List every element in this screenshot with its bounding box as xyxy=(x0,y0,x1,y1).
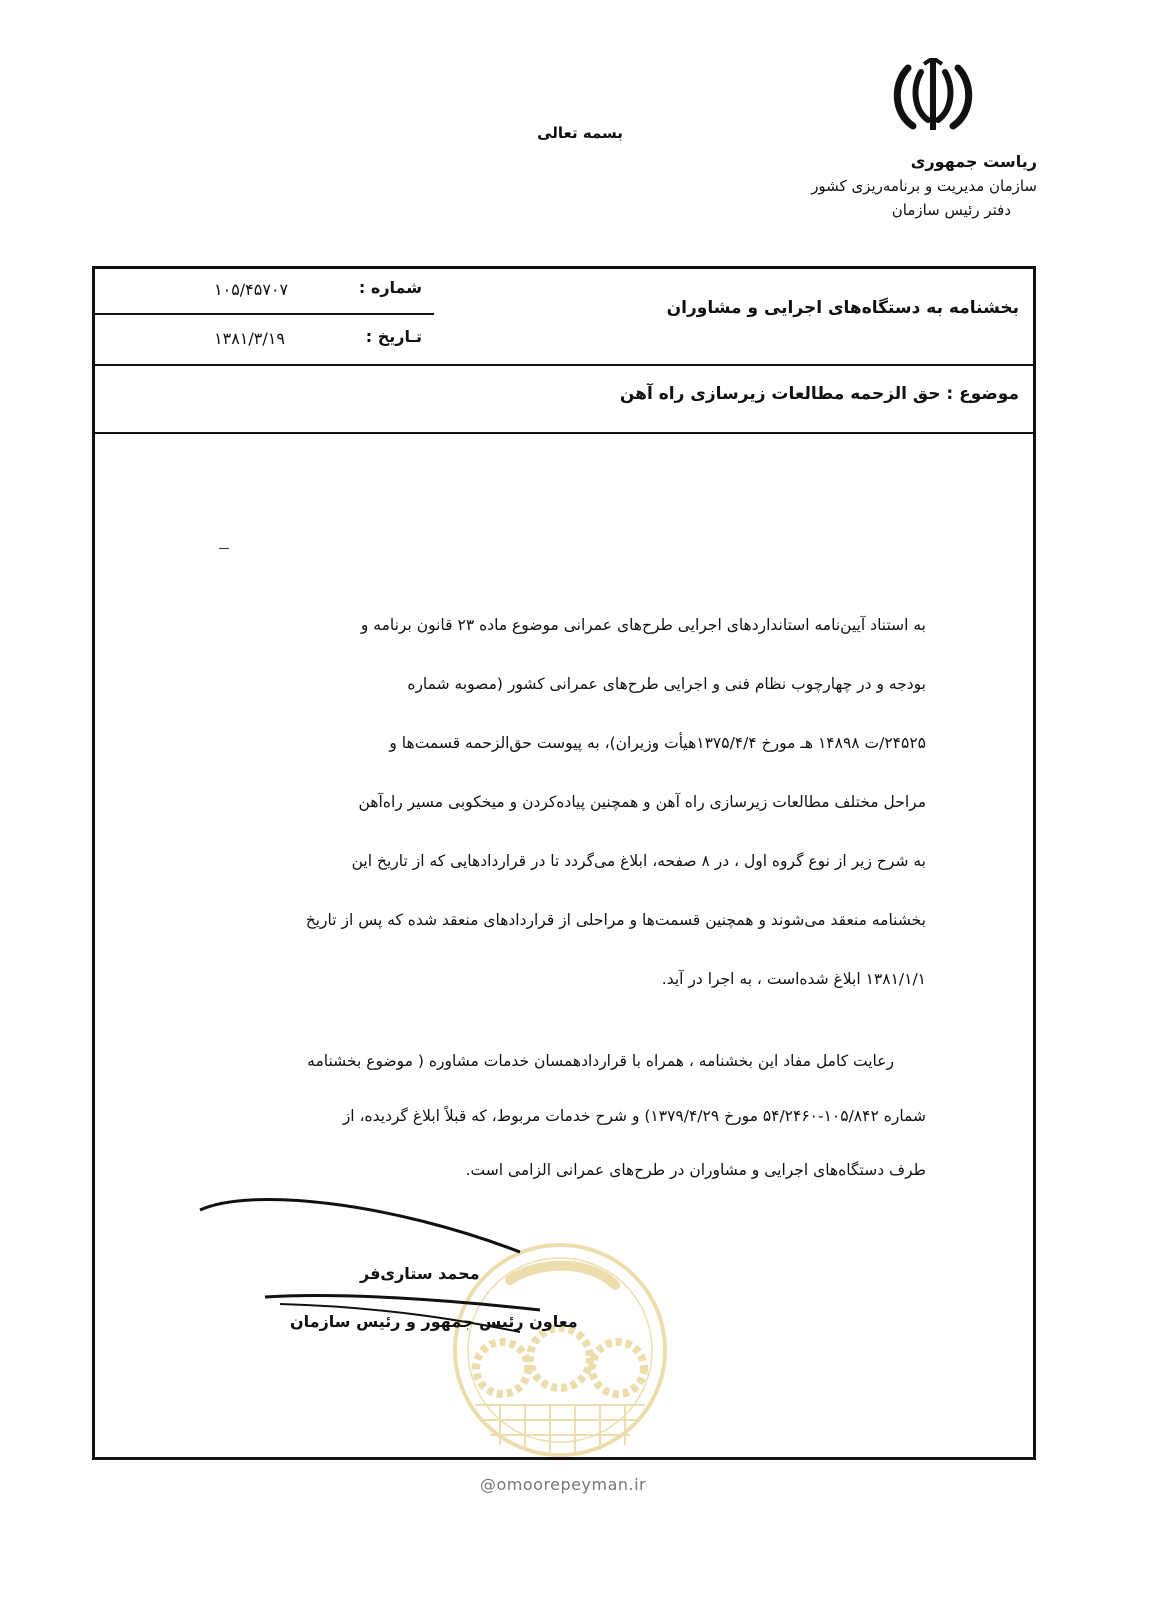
body-line: طرف دستگاه‌های اجرایی و مشاوران در طرح‌های عمرانی الزامی است. xyxy=(465,1161,926,1179)
number-row xyxy=(94,266,434,315)
recipients-heading: بخشنامه به دستگاه‌های اجرایی و مشاوران xyxy=(666,298,1019,318)
body-line: رعایت کامل مفاد این بخشنامه ، همراه با قراردادهمسان خدمات مشاوره ( موضوع بخشنامه xyxy=(307,1052,894,1070)
body-line: به شرح زیر از نوع گروه اول ، در ۸ صفحه، ابلاغ می‌گردد تا در قراردادهایی که از تاریخ این xyxy=(351,852,926,870)
iran-emblem-icon xyxy=(888,58,978,138)
divider xyxy=(92,432,1033,434)
organization-name: سازمان مدیریت و برنامه‌ریزی کشور xyxy=(811,177,1037,195)
number-value: ۱۰۵/۴۵۷۰۷ xyxy=(214,280,289,299)
watermark-site-url: @omoorepeyman.ir xyxy=(480,1475,647,1494)
bismillah-heading: بسمه تعالی xyxy=(537,124,623,142)
signer-title: معاون رئیس جمهور و رئیس سازمان xyxy=(290,1312,578,1331)
presidency-label: ریاست جمهوری xyxy=(910,152,1037,171)
divider xyxy=(92,364,1033,366)
body-line: مراحل مختلف مطالعات زیرسازی راه آهن و همچنین پیاده‌کردن و میخکوبی مسیر راه‌آهن xyxy=(358,793,926,811)
reference-box xyxy=(92,266,436,364)
date-row xyxy=(94,315,434,364)
body-line: به استناد آیین‌نامه استانداردهای اجرایی طرح‌های عمرانی موضوع ماده ۲۳ قانون برنامه و xyxy=(360,616,926,634)
signer-name: محمد ستاری‌فر xyxy=(360,1264,480,1283)
office-name: دفتر رئیس سازمان xyxy=(891,201,1011,219)
date-label: تـاریخ : xyxy=(365,327,422,346)
number-label: شماره : xyxy=(358,278,422,297)
stray-mark xyxy=(219,548,229,549)
body-line: ۱۳۸۱/۱/۱ ابلاغ شده‌است ، به اجرا در آید. xyxy=(661,970,926,988)
body-line: بودجه و در چهارچوب نظام فنی و اجرایی طرح‌های عمرانی کشور (مصوبه شماره xyxy=(407,675,926,693)
subject-line: موضوع : حق الزحمه مطالعات زیرسازی راه آهن xyxy=(619,384,1019,404)
date-value: ۱۳۸۱/۳/۱۹ xyxy=(214,329,285,348)
organization-header xyxy=(717,150,1037,222)
body-line: ۲۴۵۲۵/ت ۱۴۸۹۸ هـ مورخ ۱۳۷۵/۴/۴هیأت وزیران)، به پیوست حق‌الزحمه قسمت‌ها و xyxy=(389,734,926,752)
body-paragraph-2 xyxy=(214,1034,926,1198)
body-line: بخشنامه منعقد می‌شوند و همچنین قسمت‌ها و مراحلی از قراردادهای منعقد شده که پس از تاریخ xyxy=(305,911,926,929)
body-line: شماره ۱۰۵/۸۴۲-۵۴/۲۴۶۰ مورخ ۱۳۷۹/۴/۲۹) و شرح خدمات مربوط، که قبلاً ابلاغ گردیده، از xyxy=(342,1106,926,1125)
body-paragraph-1 xyxy=(214,596,926,1009)
